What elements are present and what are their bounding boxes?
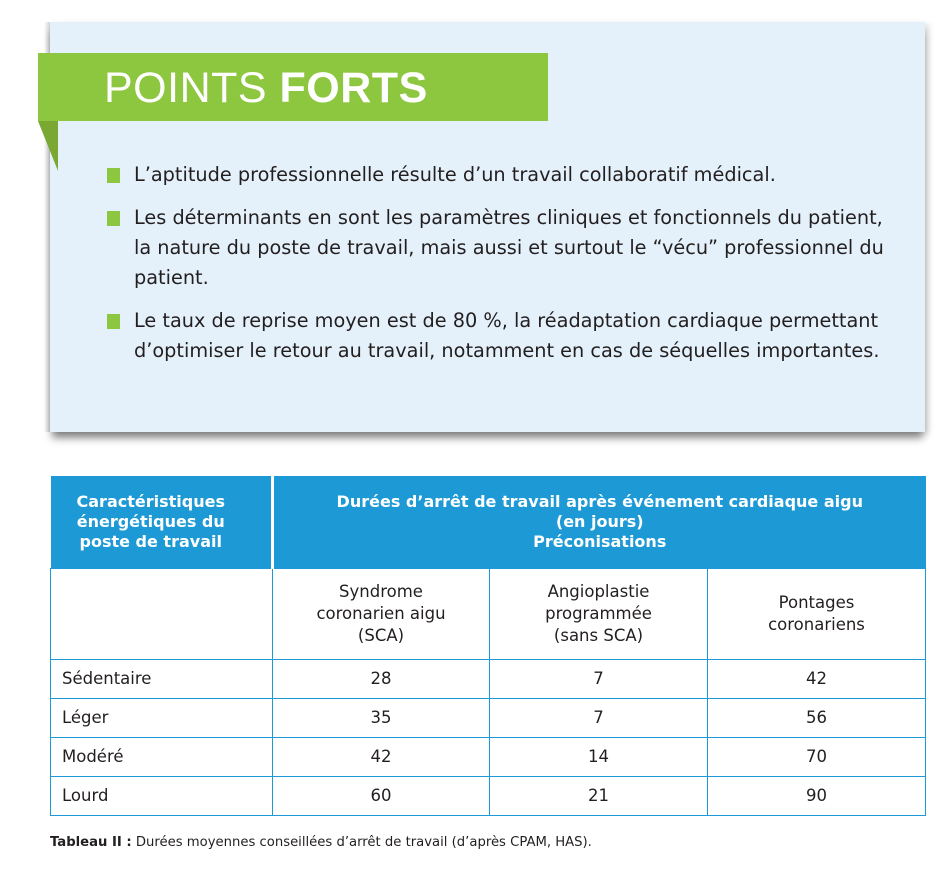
table-row [51,659,926,698]
list-item-text: L’aptitude professionnelle résulte d’un travail collaboratif médical. [134,163,776,186]
cell-pontage: 56 [708,698,926,737]
cell-sca: 35 [273,698,490,737]
list-item-text: Le taux de reprise moyen est de 80 %, la réadaptation cardiaque permettant d’optimiser le retour au travail, notamment en cas de séquelles importantes. [134,309,880,362]
arret-travail-table [50,476,926,816]
cell-sca: 42 [273,737,490,776]
subheader-sca: Syndrome coronarien aigu (SCA) [273,568,490,659]
row-label: Léger [51,698,273,737]
table-row [51,737,926,776]
cell-angio: 7 [490,659,708,698]
table-subheader-row [51,568,926,659]
cell-pontage: 70 [708,737,926,776]
caption-label: Tableau II : [50,835,132,850]
subheader-pontages: Pontages coronariens [708,568,926,659]
list-item [107,306,887,366]
bullet-square-icon [107,314,120,329]
bullet-square-icon [107,211,120,226]
cell-angio: 7 [490,698,708,737]
table-row [51,698,926,737]
header-durations [273,476,926,568]
title-bold: FORTS [279,64,428,112]
points-forts-title [104,62,428,114]
subheader-empty-cell [51,568,273,659]
row-label: Modéré [51,737,273,776]
list-item [107,160,887,190]
header-durations-line2: (en jours) [555,511,644,531]
cell-pontage: 90 [708,776,926,815]
list-item [107,203,887,293]
table-caption [50,835,592,850]
cell-angio: 14 [490,737,708,776]
title-light: POINTS [104,64,268,112]
points-forts-list [107,160,887,379]
table-row [51,776,926,815]
row-label: Lourd [51,776,273,815]
banner-fold [38,121,58,171]
table-header-row [51,476,926,568]
cell-angio: 21 [490,776,708,815]
bullet-square-icon [107,168,120,183]
subheader-angioplastie: Angioplastie programmée (sans SCA) [490,568,708,659]
cell-sca: 60 [273,776,490,815]
row-label: Sédentaire [51,659,273,698]
cell-pontage: 42 [708,659,926,698]
caption-text: Durées moyennes conseillées d’arrêt de travail (d’après CPAM, HAS). [135,835,592,850]
header-durations-line1: Durées d’arrêt de travail après événement cardiaque aigu [336,491,863,511]
header-characteristics: Caractéristiques énergétiques du poste de travail [51,476,273,568]
header-durations-line3: Préconisations [533,531,667,551]
list-item-text: Les déterminants en sont les paramètres cliniques et fonctionnels du patient, la nature du poste de travail, mais aussi et surtout le “vécu” professionnel du patient. [134,206,884,289]
cell-sca: 28 [273,659,490,698]
